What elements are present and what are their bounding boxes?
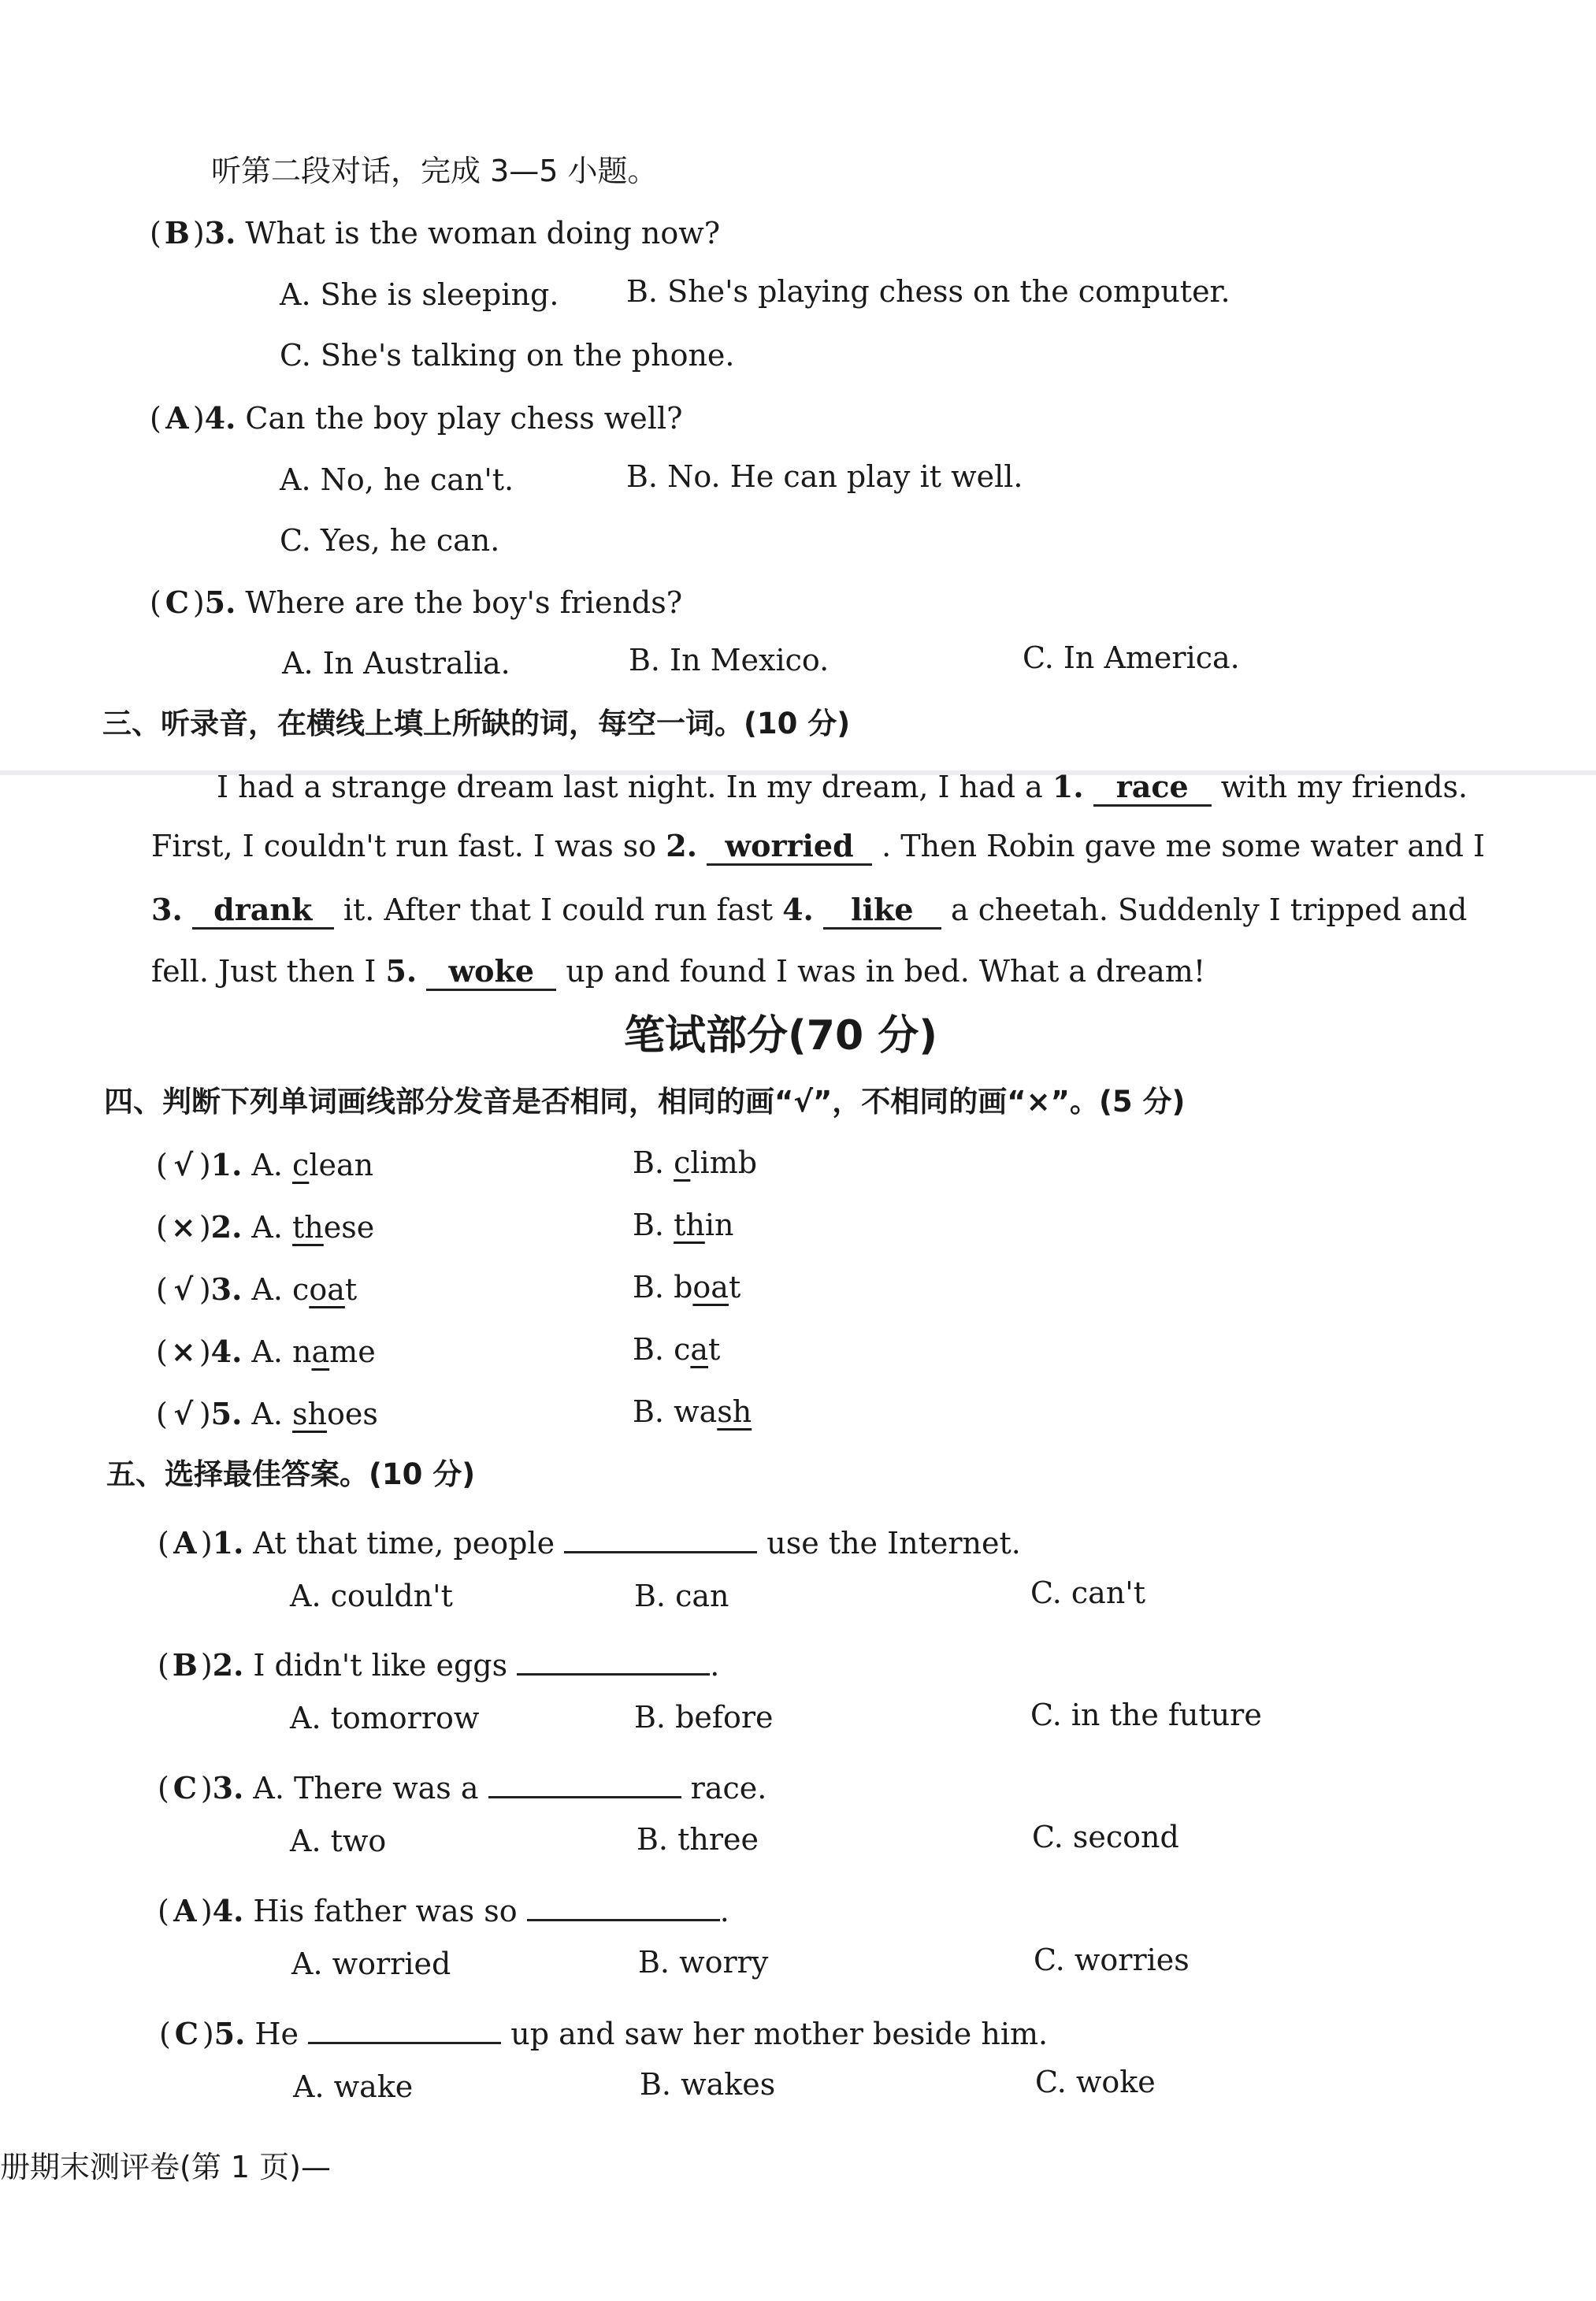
fill-blank: worried bbox=[707, 829, 872, 866]
answer-blank bbox=[488, 1761, 681, 1798]
answer-mark: A bbox=[173, 1525, 197, 1561]
page-footer: 册期末测评卷(第 1 页)— bbox=[0, 2150, 331, 2184]
answer-mark: A bbox=[165, 400, 189, 436]
option: C. in the future bbox=[1030, 1698, 1262, 1732]
answer-mark: × bbox=[170, 1334, 196, 1369]
section5-title: 五、选择最佳答案。(10 分) bbox=[106, 1457, 476, 1491]
written-part-title: 笔试部分(70 分) bbox=[624, 1012, 937, 1060]
option: C. In America. bbox=[1023, 640, 1240, 675]
pron-item-3: ( √ )3. A. coat bbox=[156, 1271, 358, 1307]
mc-question-5: ( C )5. He up and saw her mother beside him. bbox=[159, 2007, 1048, 2053]
answer-mark: C bbox=[165, 585, 189, 620]
answer-blank bbox=[564, 1516, 757, 1553]
question-text: What is the woman doing now? bbox=[245, 216, 721, 251]
pron-item-2-b: B. thin bbox=[633, 1208, 734, 1242]
passage-line-4: fell. Just then I 5. woke up and found I was in bed. What a dream! bbox=[151, 952, 1205, 991]
option: B. wakes bbox=[640, 2067, 776, 2102]
question-s2-5: ( C )5. Where are the boy's friends? bbox=[150, 585, 683, 620]
option: A. worried bbox=[291, 1947, 451, 1981]
fill-blank: race bbox=[1093, 770, 1212, 807]
option: A. She is sleeping. bbox=[280, 277, 559, 312]
question-s2-3: ( B )3. What is the woman doing now? bbox=[150, 215, 721, 251]
option: B. In Mexico. bbox=[629, 643, 830, 677]
section2-intro: 听第二段对话，完成 3—5 小题。 bbox=[211, 154, 658, 188]
answer-mark: C bbox=[174, 2016, 199, 2051]
fill-blank: drank bbox=[192, 893, 334, 930]
option: B. three bbox=[637, 1822, 759, 1857]
answer-blank bbox=[308, 2007, 501, 2044]
mc-question-2: ( B )2. I didn't like eggs . bbox=[158, 1639, 719, 1684]
option: C. can't bbox=[1030, 1575, 1146, 1610]
pron-item-2: ( × )2. A. these bbox=[156, 1209, 375, 1245]
answer-blank bbox=[527, 1884, 720, 1921]
option: C. woke bbox=[1035, 2065, 1156, 2099]
option: A. In Australia. bbox=[282, 646, 510, 681]
option: A. tomorrow bbox=[290, 1701, 480, 1735]
option: A. wake bbox=[293, 2069, 414, 2104]
answer-mark: B bbox=[172, 1647, 198, 1683]
option: C. second bbox=[1032, 1820, 1179, 1854]
section4-title: 四、判断下列单词画线部分发音是否相同，相同的画“√”，不相同的画“×”。(5 分) bbox=[104, 1085, 1186, 1119]
fill-blank: like bbox=[823, 893, 941, 930]
passage-line-3: 3. drank it. After that I could run fast 4. like a cheetah. Suddenly I tripped and bbox=[151, 891, 1467, 930]
answer-mark: C bbox=[173, 1770, 197, 1806]
option: B. She's playing chess on the computer. bbox=[626, 274, 1230, 309]
pron-item-1: ( √ )1. A. clean bbox=[156, 1147, 374, 1182]
mc-question-4: ( A )4. His father was so . bbox=[158, 1884, 729, 1930]
answer-mark: A bbox=[173, 1893, 197, 1928]
mc-question-1: ( A )1. At that time, people use the Internet. bbox=[158, 1516, 1021, 1562]
option: A. couldn't bbox=[290, 1579, 453, 1613]
answer-blank bbox=[517, 1639, 710, 1676]
answer-mark: √ bbox=[173, 1271, 194, 1307]
pron-item-4: ( × )4. A. name bbox=[156, 1334, 376, 1369]
pron-item-1-b: B. climb bbox=[633, 1145, 758, 1180]
answer-mark: √ bbox=[173, 1147, 194, 1182]
pron-item-5: ( √ )5. A. shoes bbox=[156, 1396, 378, 1431]
option: C. Yes, he can. bbox=[280, 523, 500, 558]
option: A. two bbox=[290, 1824, 387, 1858]
option: B. can bbox=[634, 1579, 729, 1613]
mc-question-3: ( C )3. A. There was a race. bbox=[158, 1761, 766, 1807]
option: C. She's talking on the phone. bbox=[280, 338, 735, 373]
answer-mark: B bbox=[164, 215, 190, 251]
fill-blank: woke bbox=[426, 954, 556, 991]
passage-line-2: First, I couldn't run fast. I was so 2. worried . Then Robin gave me some water and I bbox=[151, 827, 1485, 866]
answer-mark: √ bbox=[173, 1396, 194, 1431]
option: B. No. He can play it well. bbox=[626, 459, 1023, 494]
pron-item-4-b: B. cat bbox=[633, 1332, 721, 1367]
question-text: Can the boy play chess well? bbox=[245, 401, 683, 436]
answer-mark: × bbox=[170, 1209, 196, 1245]
option: B. before bbox=[634, 1700, 774, 1735]
option: A. No, he can't. bbox=[280, 462, 514, 497]
option: B. worry bbox=[638, 1945, 769, 1980]
pron-item-5-b: B. wash bbox=[633, 1394, 752, 1429]
question-text: Where are the boy's friends? bbox=[245, 585, 683, 620]
question-s2-4: ( A )4. Can the boy play chess well? bbox=[150, 400, 683, 436]
passage-line-1: I had a strange dream last night. In my dream, I had a 1. race with my friends. bbox=[217, 768, 1468, 807]
pron-item-3-b: B. boat bbox=[633, 1270, 741, 1305]
section3-title: 三、听录音，在横线上填上所缺的词，每空一词。(10 分) bbox=[102, 707, 851, 740]
option: C. worries bbox=[1034, 1943, 1190, 1977]
